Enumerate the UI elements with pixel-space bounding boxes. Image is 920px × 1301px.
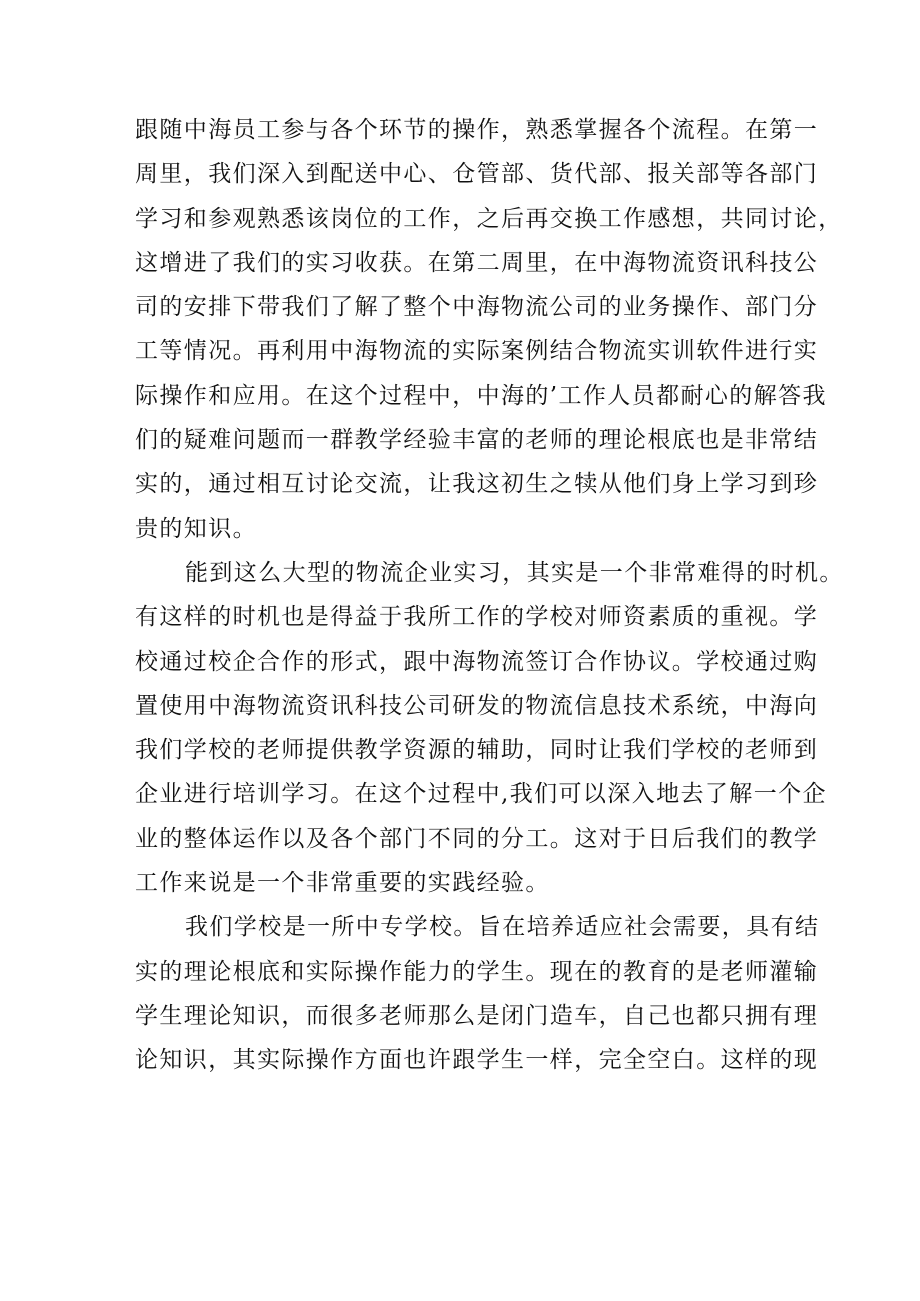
paragraph-line: 实的，通过相互讨论交流，让我这初生之犊从他们身上学习到珍 — [135, 471, 819, 498]
paragraph-line: 业的整体运作以及各个部门不同的分工。这对于日后我们的教学 — [135, 825, 819, 852]
paragraph-line: 贵的知识。 — [135, 515, 257, 542]
paragraph-line: 司的安排下带我们了解了整个中海物流公司的业务操作、部门分 — [135, 294, 819, 321]
paragraph-line: 有这样的时机也是得益于我所工作的学校对师资素质的重视。学 — [135, 604, 819, 631]
paragraph-first-line: 能到这么大型的物流企业实习，其实是一个非常难得的时机。 — [185, 559, 844, 586]
paragraph-line: 这增进了我们的实习收获。在第二周里，在中海物流资讯科技公 — [135, 249, 819, 276]
paragraph-line: 企业进行培训学习。在这个过程中,我们可以深入地去了解一个企 — [135, 781, 827, 808]
paragraph-line: 实的理论根底和实际操作能力的学生。现在的教育的是老师灌输 — [135, 958, 819, 985]
paragraph-line: 跟随中海员工参与各个环节的操作，熟悉掌握各个流程。在第一 — [135, 117, 819, 143]
paragraph-line: 际操作和应用。在这个过程中，中海的’工作人员都耐心的解答我 — [135, 382, 827, 409]
paragraph-line: 们的疑难问题而一群教学经验丰富的老师的理论根底也是非常结 — [135, 427, 819, 454]
paragraph-line: 周里，我们深入到配送中心、仓管部、货代部、报关部等各部门 — [135, 161, 819, 188]
paragraph-2 — [135, 551, 844, 905]
paragraph-line: 工等情况。再利用中海物流的实际案例结合物流实训软件进行实 — [135, 338, 819, 365]
paragraph-line: 我们学校的老师提供教学资源的辅助，同时让我们学校的老师到 — [135, 737, 819, 764]
paragraph-line: 置使用中海物流资讯科技公司研发的物流信息技术系统，中海向 — [135, 692, 819, 719]
paragraph-line: 学习和参观熟悉该岗位的工作，之后再交换工作感想，共同讨论， — [135, 205, 843, 232]
paragraph-3 — [135, 905, 820, 1082]
paragraph-line: 学生理论知识，而很多老师那么是闭门造车，自己也都只拥有理 — [135, 1002, 819, 1029]
paragraph-line: 论知识，其实际操作方面也许跟学生一样，完全空白。这样的现 — [135, 1047, 819, 1074]
paragraph-line: 工作来说是一个非常重要的实践经验。 — [135, 870, 550, 897]
paragraph-1 — [135, 108, 843, 551]
paragraph-first-line: 我们学校是一所中专学校。旨在培养适应社会需要，具有结 — [185, 914, 820, 941]
paragraph-line: 校通过校企合作的形式，跟中海物流签订合作协议。学校通过购 — [135, 648, 819, 675]
document-body — [135, 108, 844, 1083]
